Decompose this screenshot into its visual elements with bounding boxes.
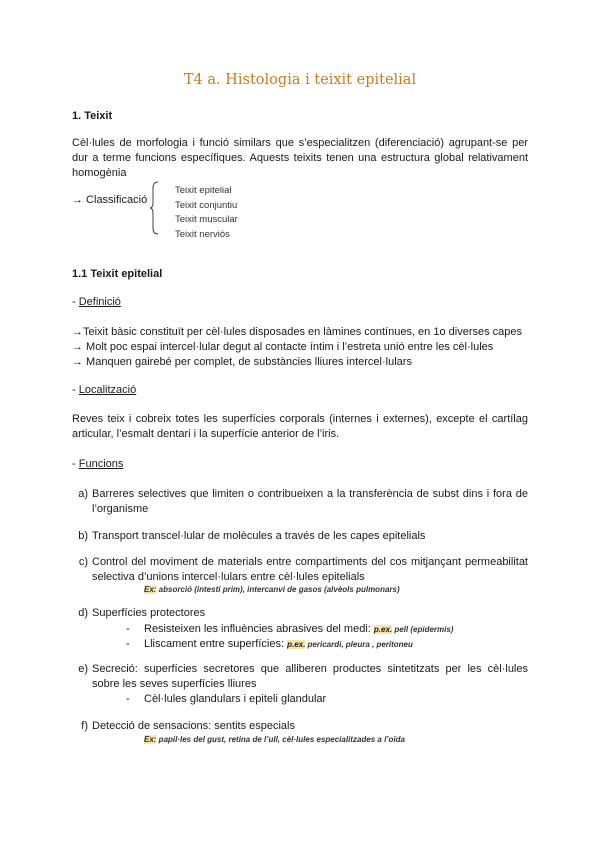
section-heading-epitelial: 1.1 Teixit epitelial: [72, 268, 163, 280]
def-line: →Teixit bàsic constituït per cèl·lules disposades en làmines contínues, en 1o diverses capes: [72, 326, 523, 338]
class-item: Teixit conjuntiu: [175, 199, 238, 211]
classificacio-list: [175, 184, 238, 242]
example-f: Ex: papil·les del gust, retina de l’ull, cèl·lules especialitzades a l’oïda: [144, 735, 405, 744]
localitzacio-paragraph: Reves teix i cobreix totes les superfícies corporals (internes i externes), excepte el cartílag articular, l’esmalt dentari i la superfície anterior de l’iris.: [72, 413, 528, 440]
section-heading-teixit: 1. Teixit: [72, 110, 113, 122]
localitzacio-heading: - Localització: [72, 384, 137, 396]
classificacio-label: → Classificació: [72, 194, 148, 206]
example-c: Ex: absorció (intestí prim), intercanvi de gasos (alvèols pulmonars): [144, 585, 400, 594]
funcions-label: Funcions: [78, 458, 124, 470]
classificacio-brace: [150, 180, 164, 239]
funcio-e-sub-1: - Cèl·lules glandulars i epiteli glandular: [126, 693, 327, 705]
funcio-item-a: a) Barreres selectives que limiten o contribueixen a la transferència de subst dins i fora de l’organisme: [78, 488, 528, 515]
localitzacio-label: Localització: [78, 384, 137, 396]
definicio-heading: - Definició: [72, 296, 121, 308]
class-item: Teixit nerviós: [175, 228, 230, 240]
definicio-label: Definició: [78, 296, 121, 308]
funcions-heading: - Funcions: [72, 458, 124, 470]
funcio-item-b: b) Transport transcel·lular de molècules a través de les capes epitelials: [78, 530, 426, 542]
page-title: T4 a. Histologia i teixit epitelial: [183, 72, 417, 88]
funcio-item-d: d) Superfícies protectores: [78, 607, 206, 619]
funcio-item-f: f) Detecció de sensacions: sentits especials: [81, 720, 295, 732]
funcio-item-c: c) Control del moviment de materials entre compartiments del cos mitjançant permeabilitat selectiva d’unions intercel·lulars entre cèl·lules epitelials: [78, 556, 528, 583]
funcio-item-e: e) Secreció: superfícies secretores que alliberen productes sintetitzats per les cèl·lules sobre les seves superfícies lliures: [78, 663, 528, 690]
class-item: Teixit muscular: [175, 214, 238, 225]
teixit-paragraph: Cèl·lules de morfologia i funció similars que s’especialitzen (diferenciació) agrupant-se per dur a terme funcions específiques. Aquests teixits tenen una estructura global relativament homogènia: [72, 137, 528, 179]
class-item: Teixit epitelial: [175, 185, 232, 196]
def-line: → Molt poc espai intercel·lular degut al contacte íntim i l’estreta unió entre les cèl·lules: [72, 341, 494, 353]
funcio-d-sub-1: - Resisteixen les influències abrasives del medi: p.ex. pell (epidermis): [126, 623, 454, 635]
funcio-d-sub-2: - Lliscament entre superfícies: p.ex. pericardi, pleura , peritoneu: [126, 638, 413, 650]
def-line: → Manquen gairebé per complet, de substàncies lliures intercel·lulars: [72, 356, 412, 368]
brace-icon: [150, 180, 164, 236]
definicio-lines: [72, 325, 522, 370]
